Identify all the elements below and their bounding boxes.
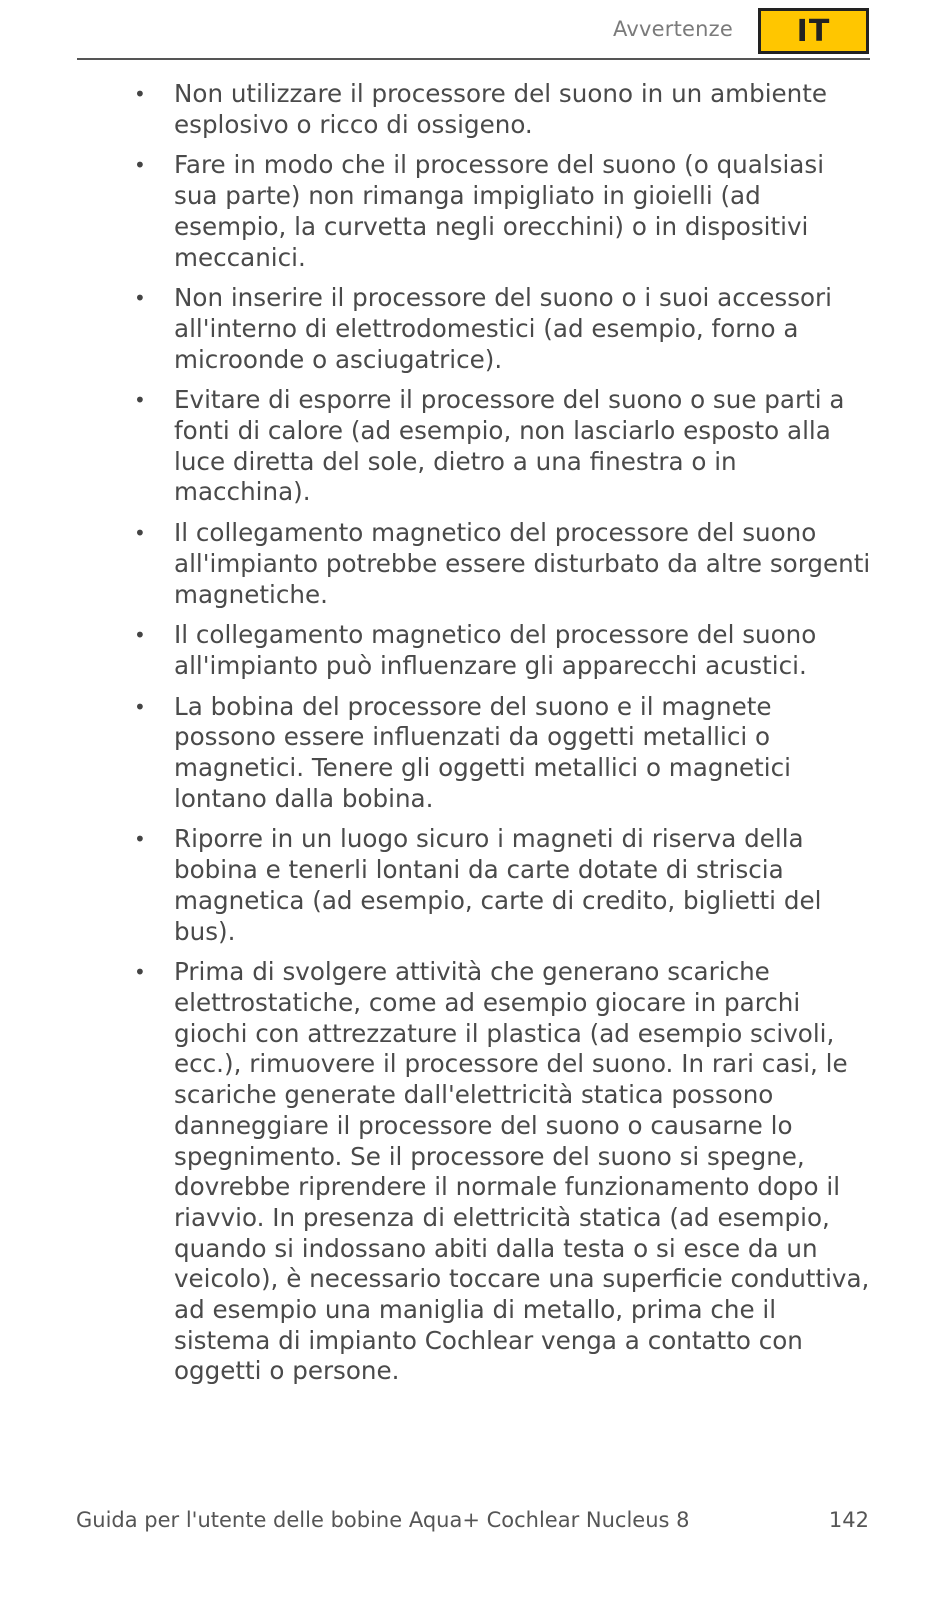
- page-header: [77, 0, 870, 60]
- bullet-icon: •: [134, 388, 146, 413]
- warning-text: Il collegamento magnetico del processore del suono all'impianto può influenzare gli apparecchi acustici.: [174, 620, 817, 680]
- bullet-icon: •: [134, 286, 146, 311]
- warning-text: Il collegamento magnetico del processore del suono all'impianto potrebbe essere disturbato da altre sorgenti magnetiche.: [174, 518, 871, 609]
- page-number: 142: [828, 1508, 869, 1532]
- warning-item: [132, 692, 874, 815]
- warning-text: Non inserire il processore del suono o i suoi accessori all'interno di elettrodomestici (ad esempio, forno a microonde o asciugatrice).: [174, 283, 833, 374]
- warning-text: Evitare di esporre il processore del suono o sue parti a fonti di calore (ad esempio, non lasciarlo esposto alla luce diretta del sole, dietro a una finestra o in macchina).: [174, 385, 845, 507]
- bullet-icon: •: [134, 82, 146, 106]
- warning-item: [132, 824, 874, 947]
- warning-text: Fare in modo che il processore del suono (o qualsiasi sua parte) non rimanga impigliato in gioielli (ad esempio, la curvetta negli orecchini) o in dispositivi meccanici.: [174, 150, 825, 272]
- bullet-icon: •: [134, 960, 146, 985]
- bullet-icon: •: [134, 153, 146, 178]
- warning-item: [132, 518, 874, 610]
- warning-item: [132, 385, 874, 508]
- bullet-icon: •: [134, 521, 146, 546]
- warning-item: [132, 150, 874, 273]
- bullet-icon: •: [134, 694, 146, 719]
- warning-item: [132, 283, 874, 375]
- language-badge: IT: [758, 8, 869, 54]
- bullet-icon: •: [134, 623, 146, 648]
- warning-text: Non utilizzare il processore del suono in un ambiente esplosivo o ricco di ossigeno.: [174, 79, 828, 139]
- warning-item: [132, 957, 874, 1387]
- bullet-icon: •: [134, 827, 146, 852]
- warning-item: [132, 620, 874, 681]
- warning-text: La bobina del processore del suono e il magnete possono essere influenzati da oggetti metallici o magnetici. Tenere gli oggetti metallici o magnetici lontano dalla bobina.: [174, 691, 791, 813]
- warning-text: Riporre in un luogo sicuro i magneti di riserva della bobina e tenerli lontani da carte dotate di striscia magnetica (ad esempio, carte di credito, biglietti del bus).: [174, 824, 822, 946]
- footer-title: Guida per l'utente delle bobine Aqua+ Cochlear Nucleus 8: [76, 1508, 690, 1532]
- warning-text: Prima di svolgere attività che generano scariche elettrostatiche, come ad esempio giocare in parchi giochi con attrezzature il plastica (ad esempio scivoli, ecc.), rimuovere il processore del suono. In rari casi, le scariche generate dall'elettricità statica possono danneggiare il processore del suono o causarne lo spegnimento. Se il processore del suono si spegne, dovrebbe riprendere il normale funzionamento dopo il riavvio. In presenza di elettricità statica (ad esempio, quando si indossano abiti dalla testa o si esce da un veicolo), è necessario toccare una superficie conduttiva, ad esempio una maniglia di metallo, prima che il sistema di impianto Cochlear venga a contatto con oggetti o persone.: [174, 957, 870, 1386]
- warning-item: [132, 79, 874, 140]
- warnings-list: [132, 79, 874, 1397]
- section-title: Avvertenze: [613, 17, 733, 41]
